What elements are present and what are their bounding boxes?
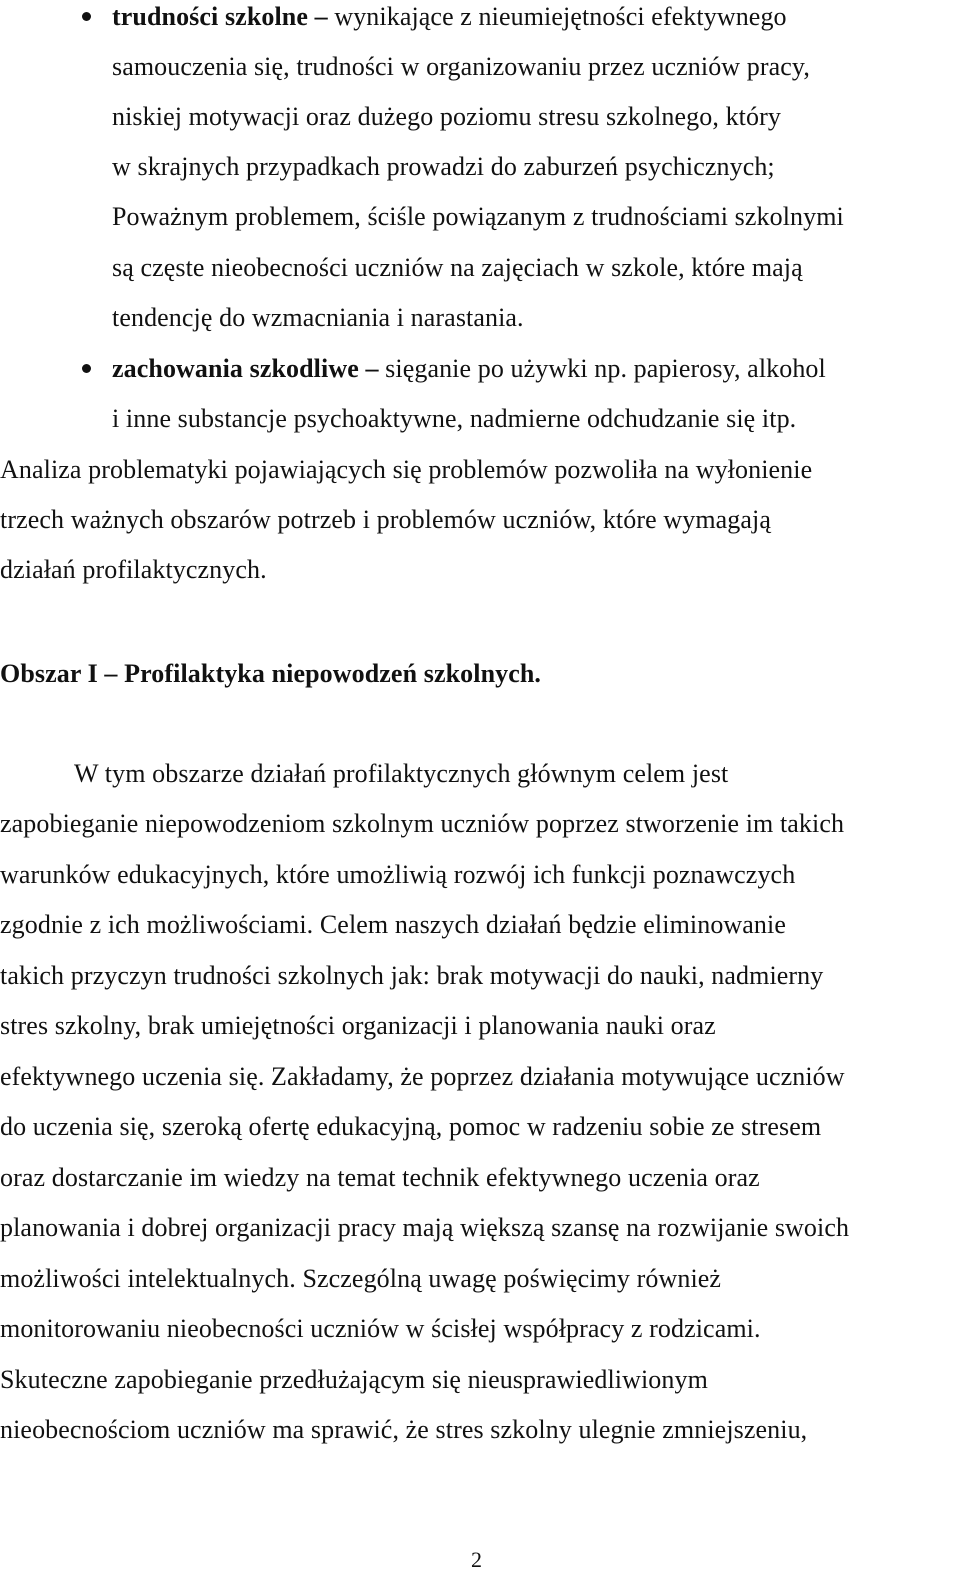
analysis-line: Analiza problematyki pojawiających się problemów pozwoliła na wyłonienie	[0, 455, 813, 484]
body-line: do uczenia się, szeroką ofertę edukacyjną, pomoc w radzeniu sobie ze stresem	[0, 1112, 822, 1141]
body-line: stres szkolny, brak umiejętności organizacji i planowania nauki oraz	[0, 1011, 716, 1040]
bullet-2-dash: –	[358, 354, 386, 383]
bullet-1-dash: –	[308, 2, 335, 31]
body-line: Skuteczne zapobieganie przedłużającym się nieusprawiedliwionym	[0, 1365, 708, 1394]
analysis-line: trzech ważnych obszarów potrzeb i problemów uczniów, które wymagają	[0, 505, 771, 534]
body-line: zgodnie z ich możliwościami. Celem naszych działań będzie eliminowanie	[0, 910, 786, 939]
bullet-2-term: zachowania szkodliwe	[112, 354, 359, 383]
body-line: możliwości intelektualnych. Szczególną uwagę poświęcimy również	[0, 1264, 722, 1293]
body-line: efektywnego uczenia się. Zakładamy, że poprzez działania motywujące uczniów	[0, 1062, 845, 1091]
bullet-1-line: tendencję do wzmacniania i narastania.	[112, 303, 524, 332]
bullet-2-first-line	[112, 354, 826, 384]
body-line: nieobecnościom uczniów ma sprawić, że stres szkolny ulegnie zmniejszeniu,	[0, 1415, 808, 1444]
section-heading: Obszar I – Profilaktyka niepowodzeń szkolnych.	[0, 659, 542, 688]
bullet-dot	[82, 364, 91, 373]
body-line: warunków edukacyjnych, które umożliwią rozwój ich funkcji poznawczych	[0, 860, 796, 889]
bullet-1-first-line	[112, 2, 787, 32]
body-line: zapobieganie niepowodzeniom szkolnym uczniów poprzez stworzenie im takich	[0, 809, 845, 838]
bullet-2-text: sięganie po używki np. papierosy, alkohol	[385, 354, 826, 383]
page-number: 2	[471, 1547, 482, 1572]
bullet-2-line: i inne substancje psychoaktywne, nadmierne odchudzanie się itp.	[112, 404, 797, 433]
bullet-1-term: trudności szkolne	[112, 2, 309, 31]
bullet-1-line: są częste nieobecności uczniów na zajęciach w szkole, które mają	[112, 253, 803, 282]
body-line: takich przyczyn trudności szkolnych jak: brak motywacji do nauki, nadmierny	[0, 961, 824, 990]
body-line: W tym obszarze działań profilaktycznych głównym celem jest	[74, 759, 729, 788]
analysis-line: działań profilaktycznych.	[0, 555, 267, 584]
bullet-1-line: samouczenia się, trudności w organizowaniu przez uczniów pracy,	[112, 52, 810, 81]
body-line: oraz dostarczanie im wiedzy na temat technik efektywnego uczenia oraz	[0, 1163, 760, 1192]
bullet-dot	[82, 12, 91, 21]
bullet-1-line: niskiej motywacji oraz dużego poziomu stresu szkolnego, który	[112, 102, 781, 131]
bullet-1-line: Poważnym problemem, ściśle powiązanym z trudnościami szkolnymi	[112, 202, 844, 231]
body-line: monitorowaniu nieobecności uczniów w ścisłej współpracy z rodzicami.	[0, 1314, 761, 1343]
body-line: planowania i dobrej organizacji pracy mają większą szansę na rozwijanie swoich	[0, 1213, 850, 1242]
bullet-1-line: w skrajnych przypadkach prowadzi do zaburzeń psychicznych;	[112, 152, 775, 181]
bullet-1-text: wynikające z nieumiejętności efektywnego	[334, 2, 787, 31]
